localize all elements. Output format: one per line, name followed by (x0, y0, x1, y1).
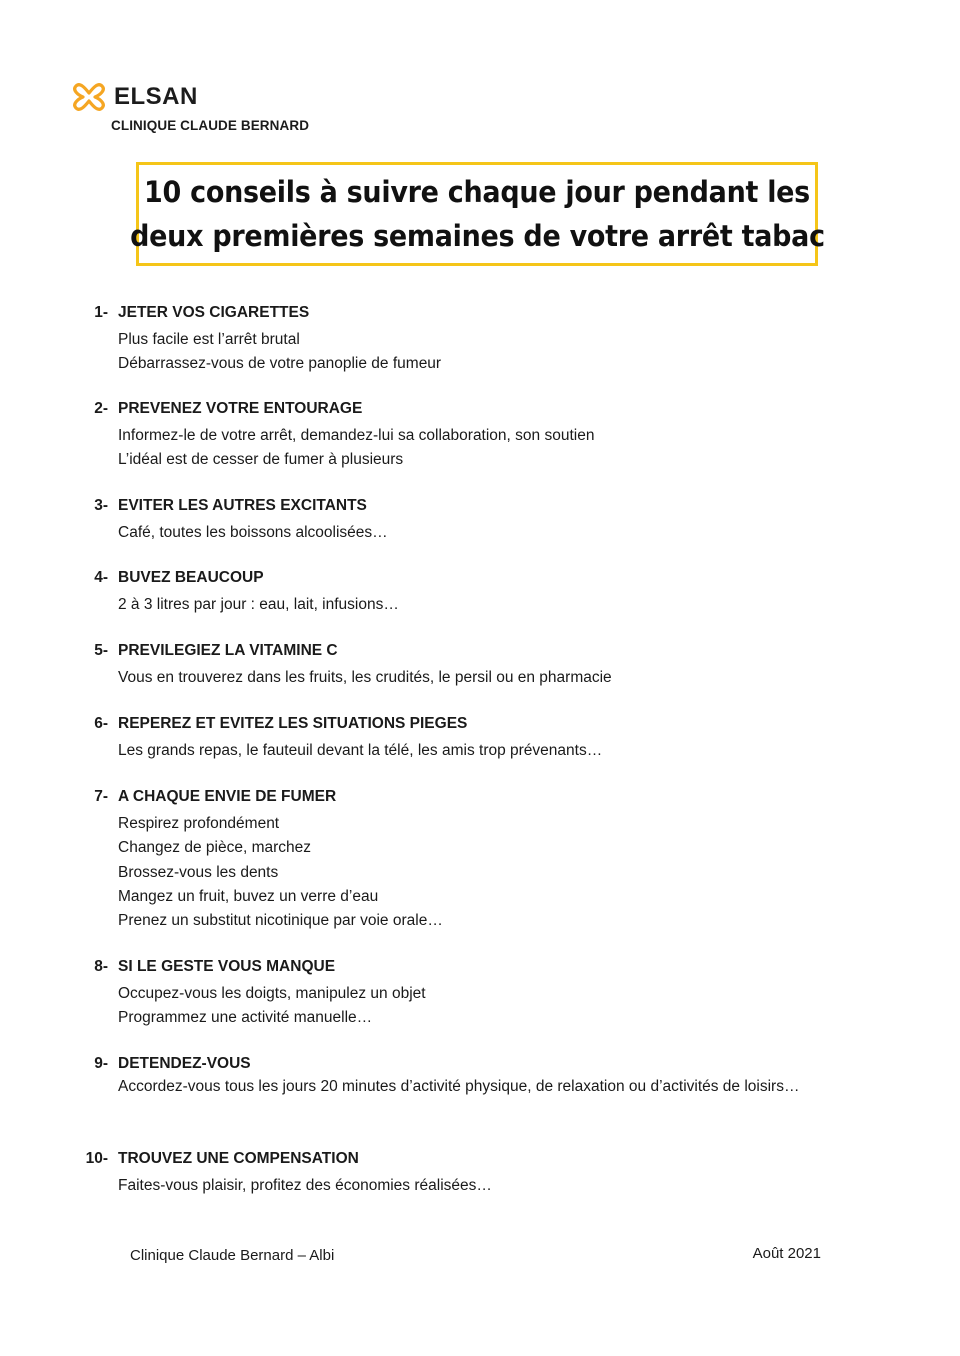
clinic-name: CLINIQUE CLAUDE BERNARD (111, 118, 310, 133)
header-logo (72, 82, 198, 112)
tip-line: Respirez profondément (118, 815, 280, 832)
tip-line: 2 à 3 litres par jour : eau, lait, infusions… (118, 596, 399, 613)
title-box (129, 162, 825, 266)
tip-title: PREVILEGIEZ LA VITAMINE C (118, 642, 338, 659)
tip-number: 10- (85, 1150, 108, 1167)
page-title-line-1: 10 conseils à suivre chaque jour pendant les (144, 175, 810, 209)
tip-line: Programmez une activité manuelle… (118, 1009, 373, 1027)
tip-number: 4- (94, 569, 108, 586)
tip-line: Accordez-vous tous les jours 20 minutes d’activité physique, de relaxation ou d’activités de loisirs… (118, 1078, 800, 1095)
tip-number: 6- (94, 715, 108, 732)
tip-number: 9- (94, 1055, 108, 1072)
tip-line: Occupez-vous les doigts, manipulez un objet (118, 985, 426, 1002)
tip-line: Vous en trouverez dans les fruits, les crudités, le persil ou en pharmacie (118, 669, 612, 686)
tip-line: L’idéal est de cesser de fumer à plusieurs (118, 451, 404, 469)
tip-title: JETER VOS CIGARETTES (118, 304, 310, 321)
tip-number: 8- (94, 958, 108, 975)
tip-number: 5- (94, 642, 108, 659)
tip-title: SI LE GESTE VOUS MANQUE (118, 958, 336, 975)
tip-line: Informez-le de votre arrêt, demandez-lui sa collaboration, son soutien (118, 427, 595, 444)
tip-line: Changez de pièce, marchez (118, 839, 312, 857)
tip-title: PREVENEZ VOTRE ENTOURAGE (118, 400, 363, 417)
tip-title: REPEREZ ET EVITEZ LES SITUATIONS PIEGES (118, 715, 468, 732)
tip-line: Les grands repas, le fauteuil devant la télé, les amis trop prévenants… (118, 742, 603, 759)
tip-line: Débarrassez-vous de votre panoplie de fumeur (118, 355, 442, 373)
tip-title: DETENDEZ-VOUS (118, 1055, 251, 1072)
footer-clinic-location: Clinique Claude Bernard – Albi (130, 1247, 335, 1264)
tip-number: 1- (94, 304, 108, 321)
tip-line: Faites-vous plaisir, profitez des économies réalisées… (118, 1177, 492, 1194)
tip-line: Plus facile est l’arrêt brutal (118, 331, 300, 348)
tip-line: Prenez un substitut nicotinique par voie orale… (118, 912, 443, 930)
tip-line: Brossez-vous les dents (118, 863, 279, 881)
tip-number: 3- (94, 497, 108, 514)
elsan-logo-icon (72, 82, 106, 112)
tip-number: 7- (94, 788, 108, 805)
tip-number: 2- (94, 400, 108, 417)
tip-line: Mangez un fruit, buvez un verre d’eau (118, 887, 379, 905)
page-title-line-2: deux premières semaines de votre arrêt tabac (129, 219, 825, 253)
tip-title: TROUVEZ UNE COMPENSATION (118, 1150, 359, 1167)
tip-title: A CHAQUE ENVIE DE FUMER (118, 788, 337, 805)
tip-line: Café, toutes les boissons alcoolisées… (118, 524, 388, 541)
tip-title: BUVEZ BEAUCOUP (118, 569, 264, 586)
footer-date: Août 2021 (752, 1245, 821, 1262)
tip-title: EVITER LES AUTRES EXCITANTS (118, 497, 367, 514)
brand-name: ELSAN (114, 83, 198, 110)
